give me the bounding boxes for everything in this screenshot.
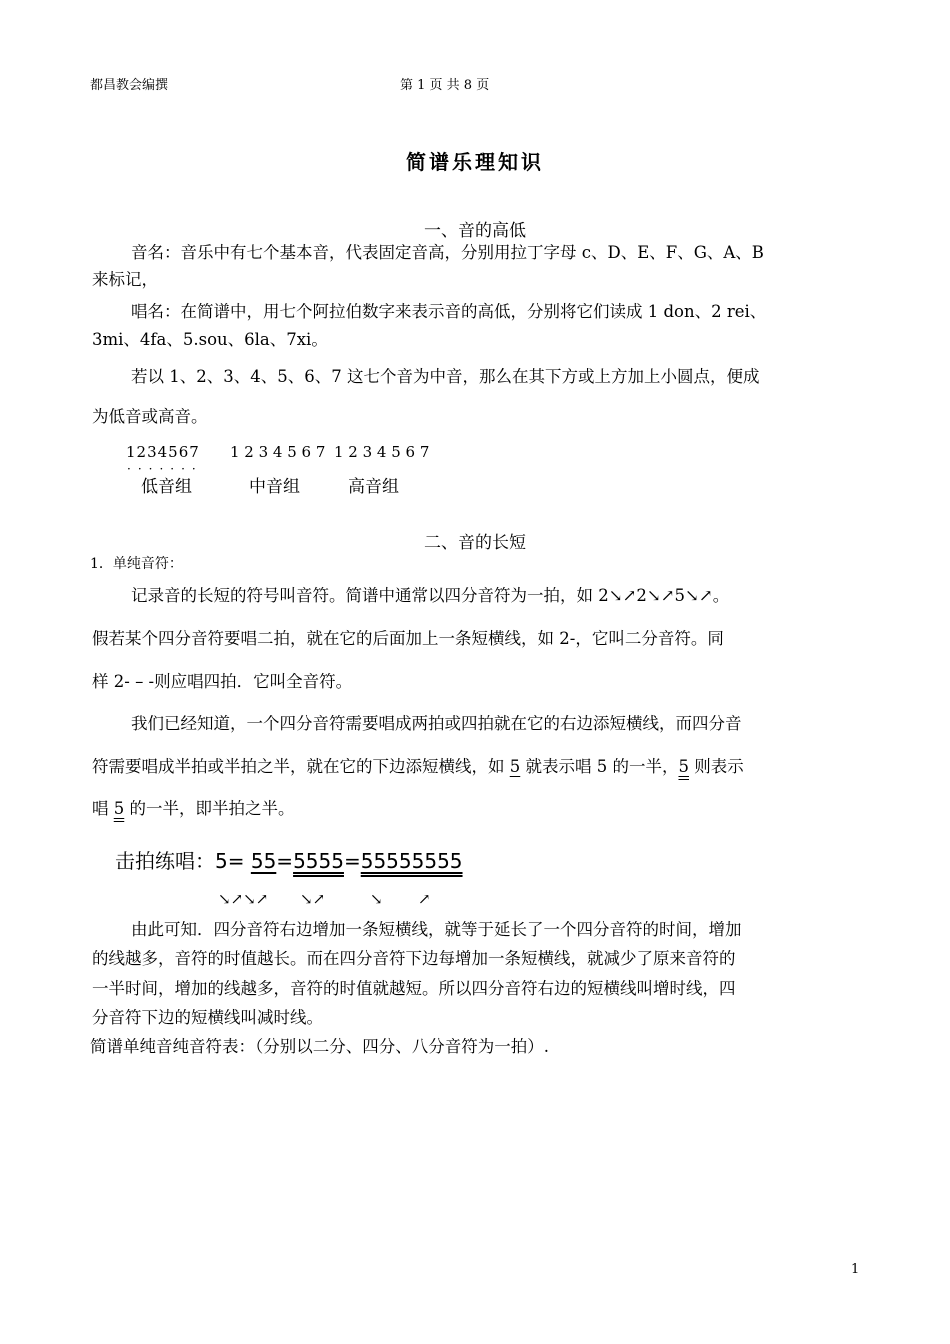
low-dots-icon: ······· bbox=[127, 462, 203, 476]
paragraph-line: 我们已经知道，一个四分音符需要唱成两拍或四拍就在它的右边添短横线，而四分音 bbox=[131, 714, 742, 733]
paragraph-line: 记录音的长短的符号叫音符。简谱中通常以四分音符为一拍，如 2↘↗2↘↗5↘↗。 bbox=[131, 586, 730, 605]
low-notes: 1234567 bbox=[126, 443, 200, 461]
underlined-note: 5 bbox=[509, 757, 521, 776]
practice-eighth-notes: 55 bbox=[250, 849, 277, 873]
paragraph-line: 若以 1、2、3、4、5、6、7 这七个音为中音，那么在其下方或上方加上小圆点，便成 bbox=[131, 367, 760, 386]
paragraph-line: 假若某个四分音符要唱二拍，就在它的后面加上一条短横线，如 2-，它叫二分音符。同 bbox=[92, 629, 724, 648]
paragraph-line: 一半时间，增加的线越多，音符的时值就越短。所以四分音符右边的短横线叫增时线，四 bbox=[92, 979, 736, 998]
paragraph-line: 来标记， bbox=[92, 270, 158, 289]
section2-heading: 二、音的长短 bbox=[424, 533, 526, 553]
mid-notes: 1 2 3 4 5 6 7 bbox=[230, 443, 326, 461]
paragraph-line: 唱名：在简谱中，用七个阿拉伯数字来表示音的高低，分别将它们读成 1 don、2 rei、 bbox=[131, 302, 767, 321]
practice-line: 击拍练唱：5= 55=5555=55555555 bbox=[115, 849, 463, 873]
high-notes: 1 2 3 4 5 6 7 bbox=[334, 443, 430, 461]
header-page-info: 第 1 页 共 8 页 bbox=[400, 78, 490, 93]
paragraph-line: 的线越多，音符的时值越长。而在四分音符下边每增加一条短横线，就减少了原来音符的 bbox=[92, 949, 736, 968]
paragraph-line: 符需要唱成半拍或半拍之半，就在它的下边添短横线，如 5 就表示唱 5 的一半，5 则表示 bbox=[92, 757, 744, 776]
double-underlined-note: 5 bbox=[678, 757, 689, 776]
group-high-label: 高音组 bbox=[348, 477, 399, 497]
subheading: 1．单纯音符： bbox=[90, 556, 183, 572]
arrow-marks: ↗ bbox=[418, 890, 431, 908]
arrow-marks: ↘↗↘↗ bbox=[218, 890, 269, 908]
group-mid-label: 中音组 bbox=[249, 477, 300, 497]
paragraph-line: 3mi、4fa、5.sou、6la、7xi。 bbox=[92, 330, 328, 349]
header-left: 都昌教会编撰 bbox=[90, 78, 169, 93]
practice-thirtysecond-notes: 55555555 bbox=[360, 849, 463, 873]
double-underlined-note: 5 bbox=[113, 799, 125, 818]
paragraph-line: 为低音或高音。 bbox=[92, 407, 208, 426]
paragraph-line: 音名：音乐中有七个基本音，代表固定音高，分别用拉丁字母 c、D、E、F、G、A、B bbox=[131, 243, 764, 262]
page-number: 1 bbox=[851, 1262, 860, 1277]
arrow-marks: ↘ bbox=[370, 890, 383, 908]
paragraph-line: 由此可知．四分音符右边增加一条短横线，就等于延长了一个四分音符的时间，增加 bbox=[131, 920, 742, 939]
paragraph-line: 样 2- – -则应唱四拍．它叫全音符。 bbox=[92, 672, 353, 691]
paragraph-line: 分音符下边的短横线叫减时线。 bbox=[92, 1008, 323, 1027]
group-low-label: 低音组 bbox=[141, 477, 192, 497]
page-title: 简谱乐理知识 bbox=[406, 150, 544, 174]
paragraph-line: 简谱单纯音纯音符表：（分别以二分、四分、八分音符为一拍）. bbox=[90, 1037, 549, 1056]
arrow-marks: ↘↗ bbox=[300, 890, 326, 908]
practice-sixteenth-notes: 5555 bbox=[293, 849, 344, 873]
paragraph-line: 唱 5 的一半，即半拍之半。 bbox=[92, 799, 295, 818]
section1-heading: 一、音的高低 bbox=[424, 221, 526, 241]
